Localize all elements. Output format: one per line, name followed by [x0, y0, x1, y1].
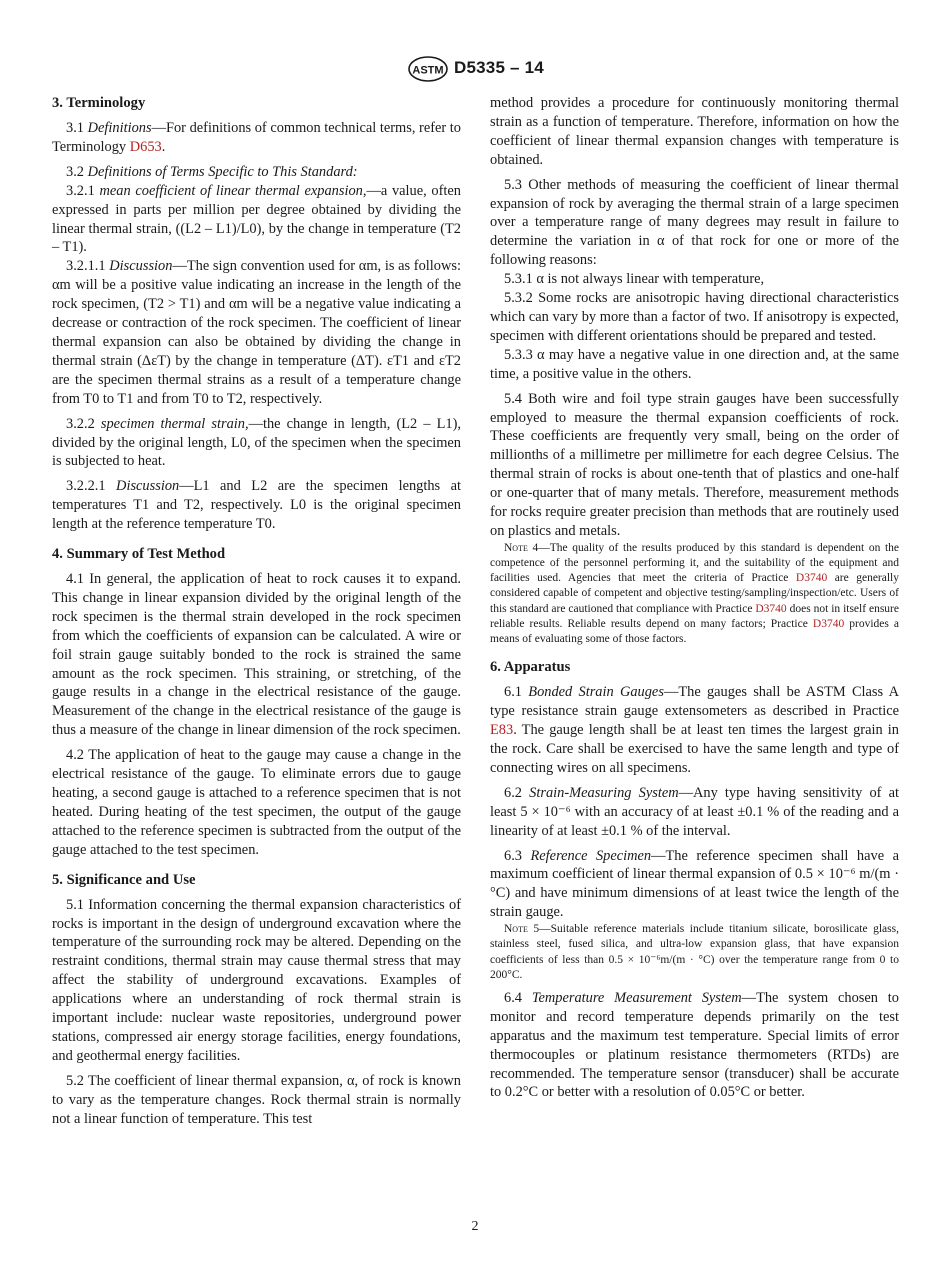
para-3-2-1-1: 3.2.1.1 Discussion—The sign convention used for αm, is as follows: αm will be a positive value indicating an increase in the length of the rock specimen, (T2 > T1) and αm will be a negative value indicating a decrease or contraction of the rock specimen. The coefficient of linear thermal expansion can also be obtained by dividing the change in thermal strain (ΔεT) by the change in temperature (ΔT). εT1 and εT2 are the specimen thermal strains as a result of a temperature change from T0 to T1 and from T0 to T2, respectively. [52, 258, 461, 407]
link-e83[interactable]: E83 [490, 722, 514, 739]
para-3-2-1: 3.2.1 mean coefficient of linear thermal expansion,—a value, often expressed in parts per million per degree obtained by dividing the linear thermal strain, ((L2 – L1)/L0), by the change in temperature (T2 – T1). [52, 182, 461, 256]
section-5-title: 5. Significance and Use [52, 871, 196, 888]
link-d653[interactable]: D653 [129, 138, 162, 155]
note-4: Note 4—The quality of the results produced by this standard is dependent on the competence of the personnel performing it, and the suitability of the equipment and facilities used. Agencies that meet the criteria of Practice D3740 are generally considered capable of competent and objective testing/sampling/inspection/etc. Users of this standard are cautioned that compliance with Practice D3740 does not in itself ensure reliable results. Reliable results depend on many factors; Practice D3740 provides a means of evaluating some of those factors. [490, 541, 900, 646]
para-5-2-start: 5.2 The coefficient of linear thermal expansion, α, of rock is known to vary as the temperature changes. Rock thermal strain is normally not a linear function of temperature. This test [52, 1072, 461, 1127]
link-d3740-2[interactable]: D3740 [755, 602, 787, 615]
section-6-title: 6. Apparatus [490, 659, 571, 676]
para-3-2-2: 3.2.2 specimen thermal strain,—the change in length, (L2 – L1), divided by the original length, L0, of the specimen when the specimen is subjected to heat. [52, 415, 461, 470]
logo-text: ASTM [412, 64, 444, 77]
right-column [490, 94, 899, 1102]
para-3-2: 3.2 Definitions of Terms Specific to This Standard: [66, 163, 358, 180]
para-6-3: 6.3 Reference Specimen—The reference specimen shall have a maximum coefficient of linear thermal expansion of 0.5 × 10⁻⁶ m/(m · °C) and have minimum dimensions of at least twice the length of the strain gauge. [490, 847, 899, 921]
para-5-3: 5.3 Other methods of measuring the coefficient of linear thermal expansion of rock by averaging the thermal strain of a large specimen over a temperature range of many degrees may result in failure to determine the variation in α of that rock for one or more of the following reasons: [490, 176, 899, 269]
para-4-1: 4.1 In general, the application of heat to rock causes it to expand. This change in linear expansion divided by the original length of the rock specimen is the thermal strain developed in the rock specimen from which the coefficients of expansion can be calculated. A wire or foil strain gauge suitably bonded to the rock is strained the same amount as the rock specimen. This straining, or stretching, of the gauge results in a change in the electrical resistance of the gauge. Measurement of the change in the electrical resistance of the gauge is thus a measure of the change in linear dimension of the rock specimen. [52, 571, 461, 739]
left-column [52, 94, 461, 1129]
section-3-title: 3. Terminology [52, 95, 146, 111]
page-number: 2 [471, 1219, 479, 1234]
para-5-4: 5.4 Both wire and foil type strain gauges have been successfully employed to measure the thermal expansion coefficients of rock. These coefficients are frequently very small, being on the order of millionths of a millimetre per millimetre for each degree Celsius. The thermal strain of rocks is about one-tenth that of plastics and one-half or one-quarter that of many metals. Therefore, measurement methods for rocks require greater precision than methods that are routinely used on plastics and metals. [490, 390, 899, 539]
para-3-1: 3.1 Definitions—For definitions of common technical terms, refer to Terminology D653. [52, 120, 461, 155]
para-5-3-3: 5.3.3 α may have a negative value in one direction and, at the same time, a positive value in the others. [490, 346, 899, 382]
section-4-title: 4. Summary of Test Method [52, 546, 226, 563]
para-3-2-2-1: 3.2.2.1 Discussion—L1 and L2 are the specimen lengths at temperatures T1 and T2, respectively. L0 is the original specimen length at the reference temperature T0. [52, 478, 461, 533]
para-5-3-1: 5.3.1 α is not always linear with temperature, [504, 271, 765, 288]
para-6-1: 6.1 Bonded Strain Gauges—The gauges shall be ASTM Class A type resistance strain gauge extensometers as described in Practice E83. The gauge length shall be at least ten times the largest grain in the rock. Care shall be exercised to have the same length and type of connecting wires on all specimens. [490, 684, 899, 776]
para-5-3-2: 5.3.2 Some rocks are anisotropic having directional characteristics which can vary by more than a factor of two. If anisotropy is expected, specimen with different orientations should be prepared and tested. [490, 290, 899, 344]
para-6-4: 6.4 Temperature Measurement System—The system chosen to monitor and record temperature depends primarily on the test apparatus and the maximum test temperature. Special limits of error thermocouples or platinum resistance thermometers (RTDs) are recommended. The temperature sensor (transducer) shall be accurate to 0.2°C or better with a resolution of 0.05°C or better. [490, 989, 899, 1101]
para-5-1: 5.1 Information concerning the thermal expansion characteristics of rocks is important in the design of underground excavation where the temperature of the surrounding rock may be altered. Depending on the restraint conditions, thermal strain may cause thermal stress that may affect the stability of underground excavations. Examples of applications where an understanding of rock thermal strain is important include: nuclear waste repositories, underground power stations, compressed air energy storage facilities, energy foundations, and geothermal energy facilities. [52, 896, 461, 1064]
astm-logo [408, 56, 448, 82]
note-5: Note 5—Suitable reference materials include titanium silicate, borosilicate glass, stainless steel, fused silica, and ultra-low expansion glass, that have expansion coefficients of less than 0.5 × 10⁻⁶m/(m · °C) over the temperature range from 0 to 200°C. [490, 923, 899, 981]
link-d3740-1[interactable]: D3740 [795, 572, 828, 585]
para-6-2: 6.2 Strain-Measuring System—Any type having sensitivity of at least 5 × 10⁻⁶ with an accuracy of at least ±0.1 % of the reading and a linearity of at least ±0.1 % of the interval. [490, 784, 899, 839]
page-header [0, 56, 950, 86]
link-d3740-3[interactable]: D3740 [812, 617, 845, 630]
designation: D5335 – 14 [454, 58, 544, 77]
para-5-2-cont: method provides a procedure for continuously monitoring thermal strain as a function of temperature. Therefore, information on how the coefficient of linear thermal expansion changes with temperature is obtained. [490, 95, 899, 168]
para-4-2: 4.2 The application of heat to the gauge may cause a change in the electrical resistance of the gauge. To eliminate errors due to gauge heating, a second gauge is attached to a reference specimen that is not heated. During heating of the test specimen, the output of the gauge attached to the reference specimen is subtracted from the output of the gauge attached to the test specimen. [52, 747, 461, 858]
